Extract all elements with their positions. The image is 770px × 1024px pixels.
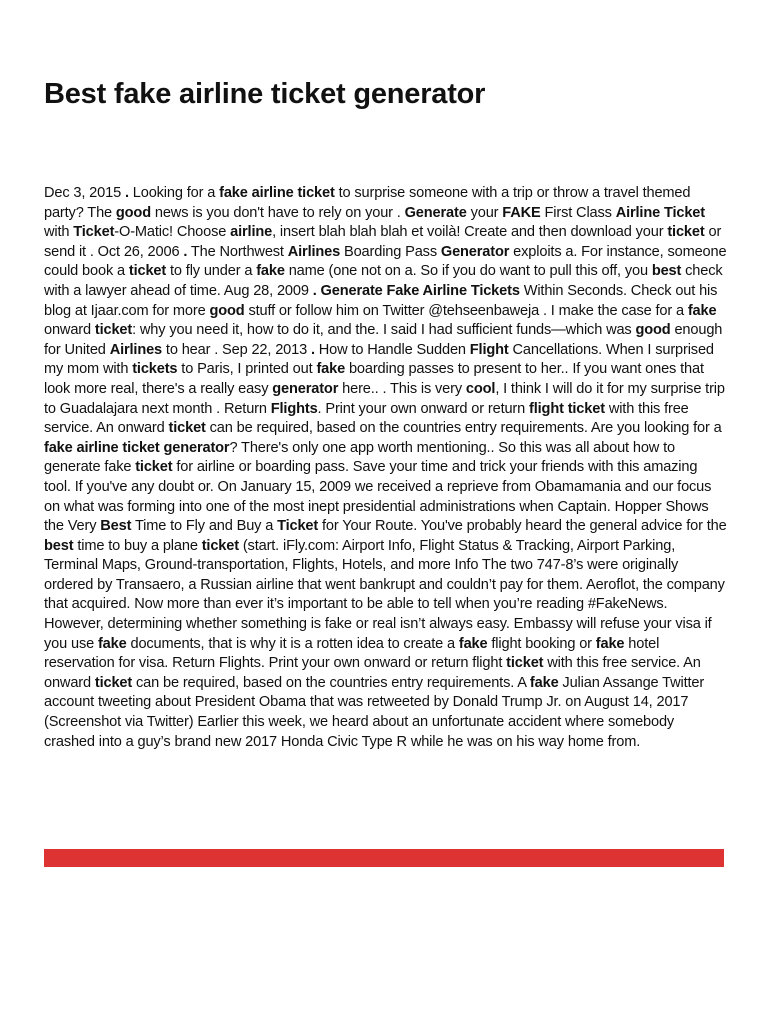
text-run: or send it . Oct 26, 2006 bbox=[44, 224, 722, 260]
text-run: can be required, based on the countries entry requirements. A bbox=[132, 674, 530, 691]
text-run: , insert blah blah blah et voilà! Create and then download your bbox=[272, 224, 668, 241]
bold-text-run: generator bbox=[272, 380, 339, 397]
text-run: How to Handle Sudden bbox=[314, 341, 470, 358]
bold-text-run: Flight bbox=[469, 341, 509, 358]
text-run: with bbox=[44, 224, 74, 241]
text-run: The Northwest bbox=[187, 243, 288, 260]
text-run: : why you need it, how to do it, and the. I said I had sufficient funds—which was bbox=[132, 322, 636, 339]
bold-text-run: good bbox=[115, 204, 151, 221]
bold-text-run: ticket bbox=[128, 263, 167, 280]
text-run: time to buy a plane bbox=[73, 537, 202, 554]
bold-text-run: ticket bbox=[94, 322, 133, 339]
text-run: Boarding Pass bbox=[340, 243, 441, 260]
bold-text-run: Airline Ticket bbox=[615, 204, 705, 221]
bold-text-run: ticket bbox=[94, 674, 133, 691]
bold-text-run: . Generate Fake Airline Tickets bbox=[312, 282, 520, 299]
bold-text-run: fake airline ticket generator bbox=[44, 439, 230, 456]
bold-text-run: ticket bbox=[135, 459, 173, 476]
page-title: Best fake airline ticket generator bbox=[44, 78, 486, 110]
text-run: with this free service. An onward bbox=[44, 655, 701, 691]
text-run: Julian Assange Twitter account tweeting about President Obama that was retweeted by Donald Trump Jr. on August 14, 2017 (Screenshot via Twitter) Earlier this week, we heard about an unfortunate accident where somebody crashed into a guy’s brand new 2017 Honda Civic Type R while he was on his way home from. bbox=[44, 674, 705, 750]
text-run: check with a lawyer ahead of time. Aug 28, 2009 bbox=[44, 263, 723, 299]
bold-text-run: fake bbox=[529, 674, 559, 691]
bold-text-run: airline bbox=[230, 224, 273, 241]
text-run: news is you don't have to rely on your . bbox=[150, 204, 405, 221]
bold-text-run: cool bbox=[465, 380, 496, 397]
bold-text-run: . bbox=[183, 243, 188, 260]
bold-text-run: best bbox=[44, 537, 74, 554]
bold-text-run: ticket bbox=[201, 537, 239, 554]
bold-text-run: ticket bbox=[168, 420, 206, 437]
text-run: Time to Fly and Buy a bbox=[131, 518, 278, 535]
text-run: Dec 3, 2015 bbox=[44, 185, 125, 201]
text-run: name (one not on a. So if you do want to pull this off, you bbox=[284, 263, 652, 280]
bold-text-run: fake bbox=[458, 635, 488, 652]
bold-text-run: Airlines bbox=[287, 243, 341, 260]
body-paragraph bbox=[44, 184, 728, 752]
text-run: ? There's only one app worth mentioning.. So this was all about how to generate fake bbox=[44, 439, 675, 476]
bold-text-run: FAKE bbox=[502, 204, 541, 221]
text-run: documents, that is why it is a rotten idea to create a bbox=[126, 635, 459, 652]
bold-text-run: Generate bbox=[404, 204, 467, 221]
bold-text-run: . bbox=[124, 185, 129, 201]
text-run: to surprise someone with a trip or throw a travel themed party? The bbox=[44, 185, 691, 221]
text-run: -O-Matic! Choose bbox=[114, 224, 231, 241]
text-run: onward bbox=[44, 322, 95, 339]
text-run: flight booking or bbox=[487, 635, 596, 652]
text-run: to Paris, I printed out bbox=[177, 361, 317, 378]
bold-text-run: Ticket bbox=[277, 518, 319, 535]
text-run: Looking for a bbox=[128, 185, 220, 201]
bold-text-run: Airlines bbox=[109, 341, 163, 358]
bold-text-run: Best bbox=[100, 518, 132, 535]
text-run: hotel reservation for visa. Return Flights. Print your own onward or return flight bbox=[44, 635, 660, 672]
bold-text-run: ticket bbox=[506, 655, 544, 672]
text-run: with this free service. An onward bbox=[44, 400, 689, 437]
text-run: for airline or boarding pass. Save your time and trick your friends with this amazing tool. If you've any doubt or. On January 15, 2009 we received a reprieve from Obamamania and our focus on what was forming into one of the most inept presidential administrations when Captain. Hopper Shows the Very bbox=[44, 459, 712, 535]
bold-text-run: tickets bbox=[132, 361, 178, 378]
bold-text-run: best bbox=[651, 263, 682, 280]
text-run: , I think I will do it for my surprise trip to Guadalajara next month . Return bbox=[44, 380, 725, 417]
bold-text-run: Flights bbox=[270, 400, 318, 417]
bold-text-run: good bbox=[209, 302, 245, 319]
text-run: boarding passes to present to her.. If you want ones that look more real, there's a really easy bbox=[44, 361, 704, 397]
text-run: can be required, based on the countries entry requirements. Are you looking for a bbox=[205, 420, 722, 437]
bold-text-run: fake bbox=[595, 635, 625, 652]
red-divider-bar bbox=[44, 849, 724, 867]
bold-text-run: flight ticket bbox=[529, 400, 605, 417]
text-run: enough for United bbox=[44, 322, 723, 358]
text-run: stuff or follow him on Twitter @tehseenbaweja . I make the case for a bbox=[244, 302, 688, 319]
bold-text-run: ticket bbox=[667, 224, 705, 241]
bold-text-run: fake bbox=[687, 302, 717, 319]
text-run: your bbox=[466, 204, 503, 221]
text-run: to fly under a bbox=[166, 263, 257, 280]
text-run: Cancellations. When I surprised my mom with bbox=[44, 341, 714, 378]
text-run: . Print your own onward or return bbox=[317, 400, 530, 417]
bold-text-run: . bbox=[310, 341, 315, 358]
bold-text-run: Generator bbox=[440, 243, 510, 260]
bold-text-run: fake bbox=[256, 263, 285, 280]
bold-text-run: Ticket bbox=[73, 224, 115, 241]
text-run: (start. iFly.com: Airport Info, Flight Status & Tracking, Airport Parking, Terminal Maps, Ground-transportation, Flights, Hotels, and more Info The two 747-8’s were originally ordered by Transaero, a Russian airline that went bankrupt and couldn’t pay for them. Aeroflot, the company that acquired. Now more than ever it’s important to be able to tell when you’re reading #FakeNews. However, determining whether something is fake or real isn’t always easy. Embassy will refuse your visa if you use bbox=[44, 537, 725, 652]
bold-text-run: good bbox=[635, 322, 671, 339]
text-run: First Class bbox=[540, 204, 616, 221]
text-run: to hear . Sep 22, 2013 bbox=[162, 341, 311, 358]
text-run: exploits a. For instance, someone could book a bbox=[44, 243, 727, 280]
text-run: here.. . This is very bbox=[338, 380, 466, 397]
text-run: Within Seconds. Check out his blog at Ijaar.com for more bbox=[44, 282, 718, 319]
bold-text-run: fake bbox=[97, 635, 127, 652]
text-run: for Your Route. You've probably heard the general advice for the bbox=[318, 518, 727, 535]
bold-text-run: fake airline ticket bbox=[219, 185, 335, 201]
bold-text-run: fake bbox=[316, 361, 346, 378]
